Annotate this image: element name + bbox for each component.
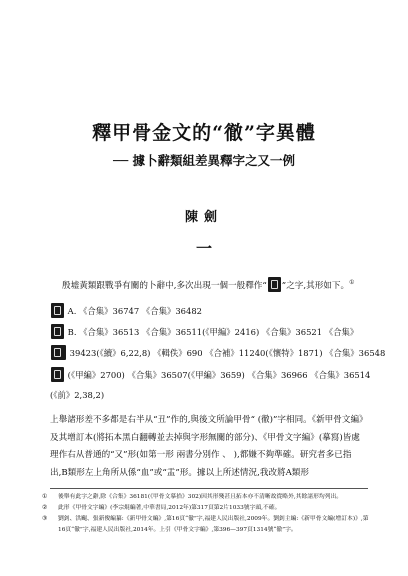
- glyph-line-text: (《甲編》2700) 《合集》36507(《甲編》3659) 《合集》36966 《合集》36514: [67, 370, 371, 380]
- intro-paragraph: [62, 276, 362, 293]
- paper-subtitle: ── 據卜辭類組差異釋字之又一例: [113, 153, 295, 168]
- body-paragraph: 上舉諸形差不多都是右半从“丑”作的,與後文所論甲骨“ (徹)”字相同。《新甲骨文編》及其增訂本(將拓本黑白翻轉並去掉與字形無關的部分)、《甲骨文字編》(摹寫)皆處理作右从普通的“又”形(如第一形 兩書分別作 、 ),都嫌不夠準確。研究者多已指出,B類形左上角所从係“血”或“盂”形。據以上所述情況,我改將A類形: [50, 415, 368, 478]
- glyph-line-text: B. 《合集》36513 《合集》36511(《甲編》2416) 《合集》36521 《合集》: [67, 327, 359, 337]
- oracle-glyph-image: [51, 367, 64, 382]
- glyph-line-e: [50, 386, 368, 404]
- intro-text-tail: ”之字,其形如下。: [281, 280, 350, 291]
- oracle-glyph-image: [268, 277, 281, 292]
- author-name: 陳劍: [184, 210, 223, 225]
- footnote-divider: [50, 488, 368, 489]
- footnote-item: [42, 492, 372, 503]
- footnote-text: 劉釗、洪颺、張新俊編纂:《新甲骨文編》,第16頁“徹”字,福建人民出版社,2009年。劉釗主編:《新甲骨文編(增訂本)》,第16頁“徹”字,福建人民出版社,2014年。上引《甲骨文字編》,第396—397頁1314號“徹”字。: [58, 516, 369, 533]
- footnote-text: 此形《甲骨文字編》(李宗焜編著,中華書局,2012年)第317頁第2片1033號字頭,不確。: [58, 505, 281, 511]
- oracle-glyph-image: [51, 324, 64, 339]
- oracle-glyph-image: [51, 345, 66, 360]
- footnotes: [42, 492, 372, 536]
- footnote-item: [42, 514, 372, 536]
- glyph-line-b: [50, 323, 368, 341]
- footnote-number: ③: [42, 516, 48, 522]
- glyph-line-text: A. 《合集》36747 《合集》36482: [67, 306, 202, 316]
- glyph-line-a: [50, 302, 368, 320]
- intro-text: 殷墟黃類跟戰爭有關的卜辭中,多次出現一個一般釋作“: [62, 280, 267, 291]
- footnote-ref: ①: [349, 279, 355, 286]
- footnote-number: ①: [42, 494, 48, 500]
- footnote-number: ②: [42, 505, 48, 511]
- glyph-line-text: (《前》2,38,2): [50, 390, 105, 400]
- glyph-line-c: [50, 344, 386, 362]
- footnote-text: 後舉有此字之辭,除《合集》36181(《甲骨文摹拾》302)因其形殘甚且拓本亦不清晰故從略外,其餘諸形均列出。: [58, 494, 343, 500]
- oracle-glyph-image: [51, 303, 64, 318]
- footnote-item: [42, 503, 372, 514]
- glyph-line-text: 39423(《續》6,22,8) 《輯佚》690 《合補》11240(《懷特》1871) 《合集》36548: [69, 348, 386, 358]
- glyph-line-d: [50, 366, 371, 384]
- section-number: 一: [195, 239, 212, 258]
- paper-title: 釋甲骨金文的“徹”字異體: [92, 122, 316, 144]
